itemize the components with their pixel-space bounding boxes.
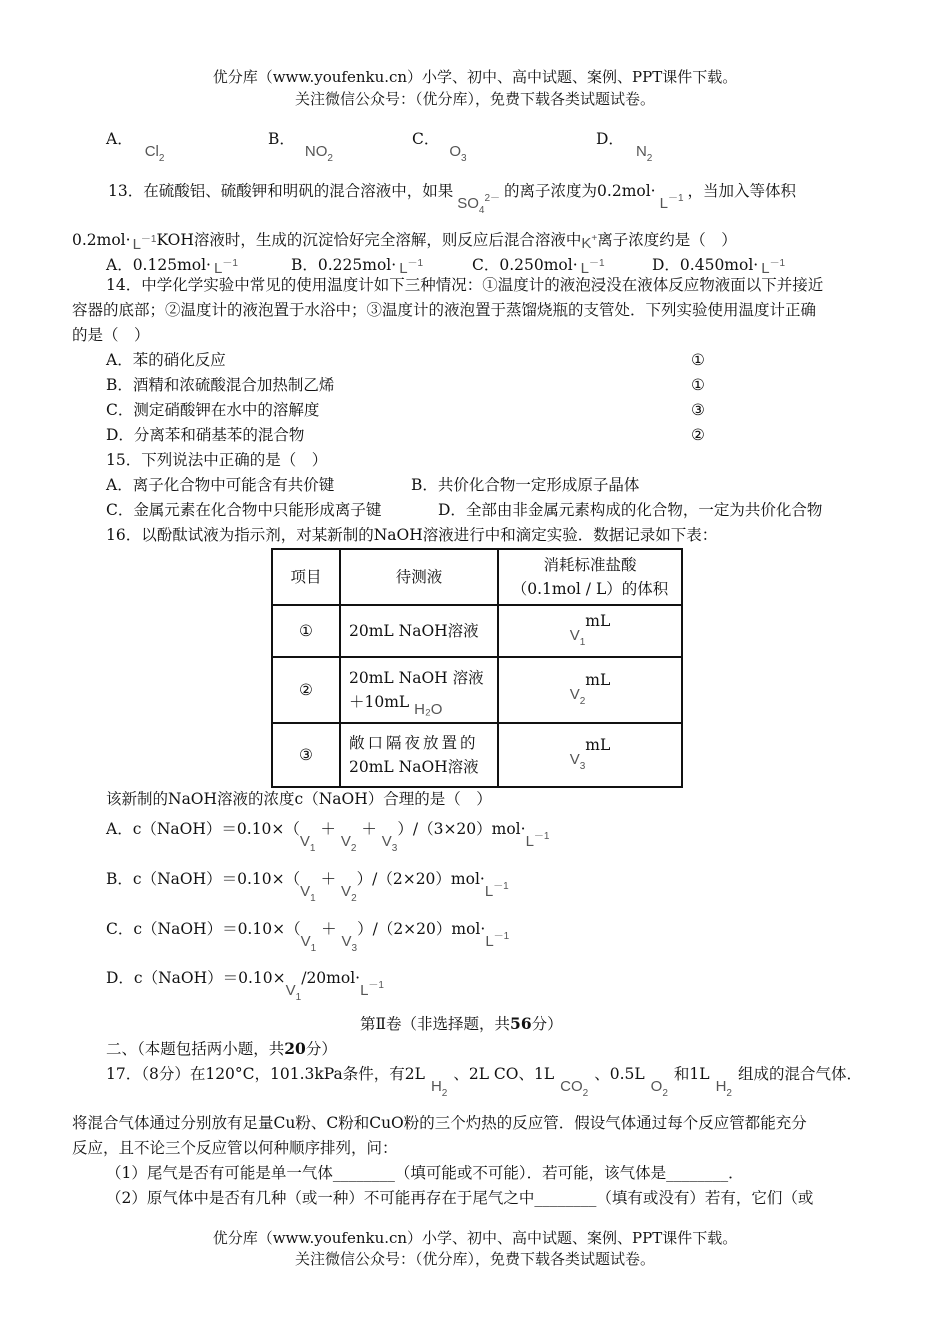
- q14-option-b: B．酒精和浓硫酸混合加热制乙烯: [106, 376, 335, 394]
- header-line-1: 优分库（www.youfenku.cn）小学、初中、高中试题、案例、PPT课件下载。: [212, 68, 738, 86]
- row-volume: $V_2mL$: [498, 657, 682, 723]
- q14-option-c: C．测定硝酸钾在水中的溶解度: [106, 401, 320, 419]
- section-2-title: 第Ⅱ卷（非选择题，共56分）: [360, 1014, 563, 1033]
- q17-sub-question-1: （1）尾气是否有可能是单一气体________（填可能或不可能）．若可能，该气体是________．: [106, 1164, 744, 1182]
- titration-table: [271, 548, 683, 788]
- header-line-2: 关注微信公众号：（优分库），免费下载各类试题试卷。: [294, 90, 655, 108]
- table-row: [272, 657, 682, 723]
- q16-option-b: B．$c(NaOH)=0.10\times(V_1 + V_2)/(2\times 20)mol\cdot L^{-1}$: [106, 870, 509, 904]
- q14-option-b-mark: ①: [691, 376, 705, 394]
- q14-option-a: A．苯的硝化反应: [106, 351, 226, 369]
- q14-option-d: D．分离苯和硝基苯的混合物: [106, 426, 305, 444]
- q15-option-a: A．离子化合物中可能含有共价键: [106, 476, 335, 494]
- q14-option-c-mark: ③: [691, 401, 705, 419]
- q16-option-a: A．$c(NaOH)=0.10\times(V_1 + V_2 + V_3)/(3\times 20)mol\cdot L^{-1}$: [106, 820, 550, 854]
- q15-option-c: C．金属元素在化合物中只能形成离子键: [106, 501, 382, 519]
- table-header-volume: 消耗标准盐酸 （0.1mol / L）的体积: [498, 549, 682, 605]
- q14-stem-line-3: 的是（ ）: [72, 326, 150, 344]
- row-id: ①: [272, 605, 340, 657]
- q14-option-a-mark: ①: [691, 351, 705, 369]
- row-id: ②: [272, 657, 340, 723]
- row-liquid: 20mL NaOH溶液: [340, 605, 498, 657]
- q15-option-b: B．共价化合物一定形成原子晶体: [411, 476, 640, 494]
- q13-stem-line-2: $0.2mol\cdot L^{-1}KOH$溶液时，生成的沉淀恰好完全溶解，则反应后混合溶液中K+离子浓度约是（ ）: [72, 231, 737, 253]
- section-2-part-heading: 二、（本题包括两小题，共20分）: [106, 1039, 337, 1058]
- row-volume: $V_1mL$: [498, 605, 682, 657]
- q12-option-d: D．$N_2$: [596, 130, 653, 164]
- footer-line-1: 优分库（www.youfenku.cn）小学、初中、高中试题、案例、PPT课件下载。: [212, 1229, 738, 1247]
- q16-question: 该新制的NaOH溶液的浓度c（NaOH）合理的是（ ）: [106, 790, 492, 808]
- q14-option-d-mark: ②: [691, 426, 705, 444]
- row-volume: $V_3mL$: [498, 723, 682, 787]
- q12-option-b: B．$NO_2$: [268, 130, 333, 164]
- q12-option-a: A．$Cl_2$: [106, 130, 165, 164]
- row-liquid: 20mL NaOH 溶液 ＋10mL H₂O: [340, 657, 498, 723]
- footer-line-2: 关注微信公众号：（优分库），免费下载各类试题试卷。: [294, 1250, 655, 1268]
- q13-option-c: C．$0.250mol\cdot L^{-1}$: [472, 256, 605, 277]
- q17-sub-question-2: （2）原气体中是否有几种（或一种）不可能再存在于尾气之中________（填有或没有）若有，它们（或: [106, 1189, 814, 1207]
- q14-stem-line-1: 14．中学化学实验中常见的使用温度计如下三种情况：①温度计的液泡浸没在液体反应物液面以下并接近: [106, 276, 824, 294]
- row-liquid: 敞口隔夜放置的 20mL NaOH溶液: [340, 723, 498, 787]
- q15-stem: 15．下列说法中正确的是（ ）: [106, 451, 328, 469]
- table-header-row: [272, 549, 682, 605]
- q14-stem-line-2: 容器的底部；②温度计的液泡置于水浴中；③温度计的液泡置于蒸馏烧瓶的支管处．下列实验使用温度计正确: [72, 301, 817, 319]
- table-header-item: 项目: [272, 549, 340, 605]
- q17-stem-line-3: 反应，且不论三个反应管以何种顺序排列，问：: [72, 1139, 398, 1157]
- q17-stem-line-2: 将混合气体通过分别放有足量Cu粉、C粉和CuO粉的三个灼热的反应管．假设气体通过每个反应管都能充分: [72, 1114, 807, 1132]
- q13-stem-line-1: 13．在硫酸铝、硫酸钾和明矾的混合溶液中，如果$SO_4^{2-}$ 的离子浓度为$0.2mol\cdot L^{-1}$ ，当加入等体积: [108, 182, 797, 216]
- q17-stem-line-1: 17．（8分）在120°C，101.3kPa条件，有$2LH_2$、2L CO、$1LCO_2$、$0.5LO_2$和$1LH_2$组成的混合气体．: [106, 1065, 862, 1099]
- q15-option-d: D．全部由非金属元素构成的化合物，一定为共价化合物: [438, 501, 823, 519]
- table-row: [272, 605, 682, 657]
- q13-option-d: D．$0.450mol\cdot L^{-1}$: [652, 256, 786, 277]
- row-id: ③: [272, 723, 340, 787]
- q16-stem: 16．以酚酞试液为指示剂，对某新制的NaOH溶液进行中和滴定实验．数据记录如下表：: [106, 526, 718, 544]
- q13-option-b: B．$0.225mol\cdot L^{-1}$: [291, 256, 424, 277]
- table-header-liquid: 待测液: [340, 549, 498, 605]
- q16-option-c: C．$c(NaOH)=0.10\times(V_1 + V_3)/(2\times 20)mol\cdot L^{-1}$: [106, 920, 510, 954]
- q16-option-d: D．$c(NaOH)=0.10\times V_1/20mol\cdot L^{-1}$: [106, 969, 384, 1003]
- table-row: [272, 723, 682, 787]
- q12-option-c: C．$O_3$: [412, 130, 467, 164]
- q13-option-a: A．$0.125mol\cdot L^{-1}$: [106, 256, 238, 277]
